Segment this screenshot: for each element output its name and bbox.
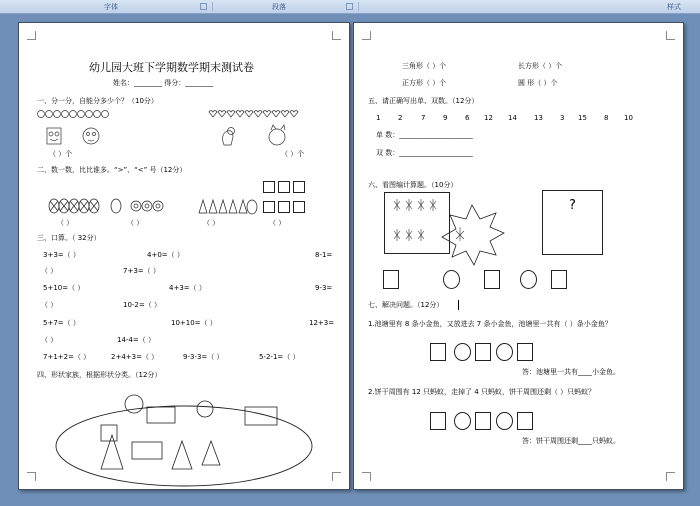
circle-shape (197, 401, 213, 417)
arithmetic-item[interactable]: 7+3=（ ） (123, 267, 160, 275)
arithmetic-item[interactable]: 8-1= (315, 251, 333, 259)
arithmetic-item[interactable]: 9-3-3=（ ） (183, 353, 224, 361)
shape-count-item[interactable]: 正方形（ ）个 (402, 79, 447, 87)
number-item: 9 (443, 114, 448, 122)
section-7-title: 七、解决问题。（12分） (368, 301, 444, 309)
number-item: 2 (398, 114, 403, 122)
number-item: 7 (421, 114, 426, 122)
rectangle-shape (147, 407, 175, 423)
arithmetic-item[interactable]: 2+4+3=（ ） (111, 353, 159, 361)
answer-circle[interactable] (520, 270, 537, 289)
answer-circle[interactable] (454, 412, 471, 430)
triangle-shape (101, 435, 123, 469)
square-shape (101, 425, 117, 441)
arithmetic-item[interactable]: 12+3= (309, 319, 335, 327)
number-item: 13 (534, 114, 543, 122)
answer-circle[interactable] (496, 343, 513, 361)
ribbon-group-styles[interactable]: 样式 (667, 3, 681, 11)
dragonfly-icon (456, 227, 464, 241)
shape-family-diagram (19, 23, 349, 489)
ribbon-separator (358, 2, 359, 11)
shape-count-item[interactable]: 长方形（ ）个 (518, 62, 563, 70)
section-1-blank-right[interactable]: （ ）个 (281, 150, 305, 158)
arithmetic-item[interactable]: （ ） (41, 336, 58, 344)
section-2-blank[interactable]: （ ） (127, 219, 144, 227)
arithmetic-item[interactable]: 3+3=（ ） (43, 251, 80, 259)
shape-count-item[interactable]: 三角形（ ）个 (402, 62, 447, 70)
ribbon-group-paragraph[interactable]: 段落 (272, 3, 286, 11)
arithmetic-item[interactable]: 5+7=（ ） (43, 319, 80, 327)
answer-circle[interactable] (443, 270, 460, 289)
arithmetic-item[interactable]: 9-3= (315, 284, 333, 292)
answer-square[interactable] (475, 343, 491, 361)
number-item: 3 (560, 114, 565, 122)
answer-circle[interactable] (496, 412, 513, 430)
rectangle-shape (245, 407, 277, 425)
answer-square[interactable] (430, 412, 446, 430)
answer-square[interactable] (551, 270, 567, 289)
ribbon-bar (0, 0, 700, 14)
arithmetic-item[interactable]: 4+0=（ ） (147, 251, 184, 259)
arithmetic-item[interactable]: （ ） (41, 301, 58, 309)
triangle-shape (202, 441, 220, 465)
section-2-blank[interactable]: （ ） (269, 219, 286, 227)
answer-square[interactable] (517, 343, 533, 361)
arithmetic-item[interactable]: 10+10=（ ） (171, 319, 217, 327)
ribbon-separator (212, 2, 213, 11)
text-cursor (458, 300, 459, 310)
dragonfly-group-icon (394, 199, 436, 241)
odd-number-line[interactable]: 单 数：_____________________ (376, 131, 473, 139)
rectangle-shape (132, 442, 162, 459)
section-2-title: 二、数一数，比比谁多。“>”、“<” 号（12分） (37, 166, 187, 174)
arithmetic-item[interactable]: 14-4=（ ） (117, 336, 155, 344)
answer-square[interactable] (430, 343, 446, 361)
arithmetic-item[interactable]: 10-2=（ ） (123, 301, 161, 309)
question-2: 2.饼干周围有 12 只蚂蚁，走掉了 4 只蚂蚁，饼干周围还剩（ ）只蚂蚁？ (368, 388, 596, 396)
answer-1-line[interactable]: 答：池塘里一共有____小金鱼。 (522, 368, 620, 376)
circle-shape (125, 395, 143, 413)
number-item: 6 (465, 114, 470, 122)
arithmetic-item[interactable]: （ ） (41, 267, 58, 275)
document-page-2[interactable] (353, 22, 684, 490)
font-dialog-launcher-icon[interactable] (200, 3, 207, 10)
number-item: 15 (578, 114, 587, 122)
number-item: 10 (624, 114, 633, 122)
number-item: 1 (376, 114, 381, 122)
number-item: 12 (484, 114, 493, 122)
paragraph-dialog-launcher-icon[interactable] (346, 3, 353, 10)
section-2-blank[interactable]: （ ） (57, 219, 74, 227)
section-5-title: 五、请正确写出单、双数。（12分） (368, 97, 479, 105)
arithmetic-item[interactable]: 4+3=（ ） (169, 284, 206, 292)
arithmetic-item[interactable]: 5+10=（ ） (43, 284, 85, 292)
arithmetic-item[interactable]: 7+1+2=（ ） (43, 353, 91, 361)
section-1-title: 一、分一分，自能分多少个？（10分） (37, 97, 158, 105)
section-6-title: 六、看图编计算题。（10分） (368, 181, 458, 189)
triangle-shape (172, 441, 192, 469)
burst-shape (442, 205, 504, 265)
answer-2-line[interactable]: 答：饼干周围还剩____只蚂蚁。 (522, 437, 620, 445)
shape-count-item[interactable]: 圆 形（ ）个 (518, 79, 558, 87)
number-item: 14 (508, 114, 517, 122)
document-page-1[interactable] (18, 22, 350, 490)
section-3-title: 三、口算。（ 32分） (37, 234, 101, 242)
answer-square[interactable] (383, 270, 399, 289)
number-item: 8 (604, 114, 609, 122)
page-title: 幼儿园大班下学期数学期末测试卷 (89, 61, 254, 74)
answer-circle[interactable] (454, 343, 471, 361)
ribbon-group-font[interactable]: 字体 (104, 3, 118, 11)
name-score-line: 姓名：________ 得分：________ (113, 79, 214, 87)
even-number-line[interactable]: 双 数：_____________________ (376, 149, 473, 157)
arithmetic-item[interactable]: 5-2-1=（ ） (259, 353, 300, 361)
question-mark: ? (569, 198, 576, 213)
answer-square[interactable] (517, 412, 533, 430)
answer-square[interactable] (475, 412, 491, 430)
answer-square[interactable] (484, 270, 500, 289)
section-4-title: 四、形状家族，根据形状分类。（12分） (37, 371, 162, 379)
section-2-blank[interactable]: （ ） (203, 219, 220, 227)
question-1: 1.池塘里有 8 条小金鱼，又放进去 7 条小金鱼，池塘里一共有（ ）条小金鱼？ (368, 320, 612, 328)
section-1-blank-left[interactable]: （ ）个 (49, 150, 73, 158)
